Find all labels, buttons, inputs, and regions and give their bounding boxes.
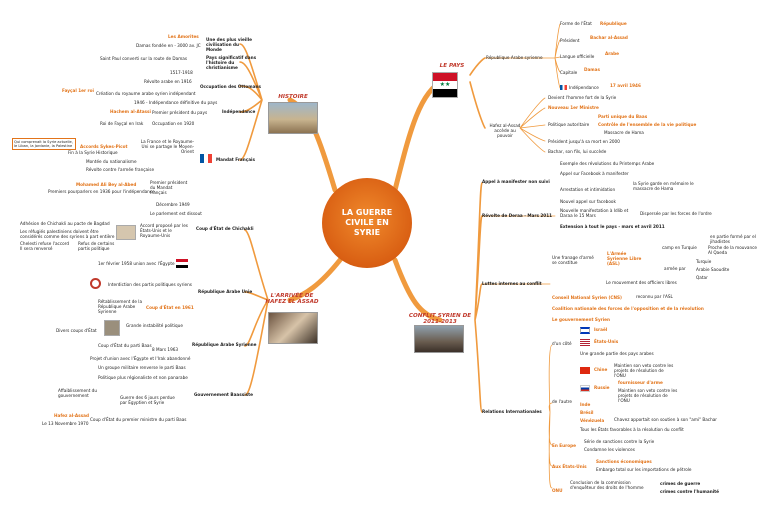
central-topic-label: LA GUERRE CIVILE EN SYRIE bbox=[341, 208, 393, 237]
usa-flag-icon bbox=[580, 339, 590, 346]
branch-line-conflit bbox=[395, 260, 440, 320]
egypt-flag-icon bbox=[176, 259, 188, 268]
histoire-civilisation: Une des plus vieille civilisation du Monde bbox=[206, 37, 252, 52]
protest-photo bbox=[414, 325, 464, 353]
handshake-icon bbox=[116, 225, 136, 240]
syria-flag-icon: ★★ bbox=[432, 72, 458, 98]
china-flag-icon bbox=[580, 367, 590, 374]
israel-flag-icon bbox=[580, 327, 590, 334]
hub-label-pays[interactable]: LE PAYS bbox=[439, 63, 465, 69]
russia-flag-icon bbox=[580, 385, 590, 392]
pays-hafez: Hafez al-Assad accède au pouvoir bbox=[489, 123, 521, 138]
france-flag-icon bbox=[560, 85, 567, 90]
central-topic[interactable] bbox=[322, 178, 412, 268]
soldier-icon bbox=[104, 320, 120, 336]
hub-label-histoire[interactable]: HISTOIRE bbox=[278, 94, 308, 100]
hafez-photo bbox=[268, 312, 318, 344]
pays-republique: République Arabe syrienne bbox=[486, 55, 543, 60]
forbidden-icon bbox=[90, 278, 101, 289]
ruins-photo bbox=[268, 102, 318, 134]
france-flag-icon-2 bbox=[200, 154, 212, 163]
hub-label-assad[interactable]: L'ARRIVÉE DE HAFEZ EL ASSAD bbox=[265, 293, 319, 305]
hub-label-conflit[interactable]: CONFLIT SYRIEN DE 2011-2013 bbox=[408, 313, 472, 325]
